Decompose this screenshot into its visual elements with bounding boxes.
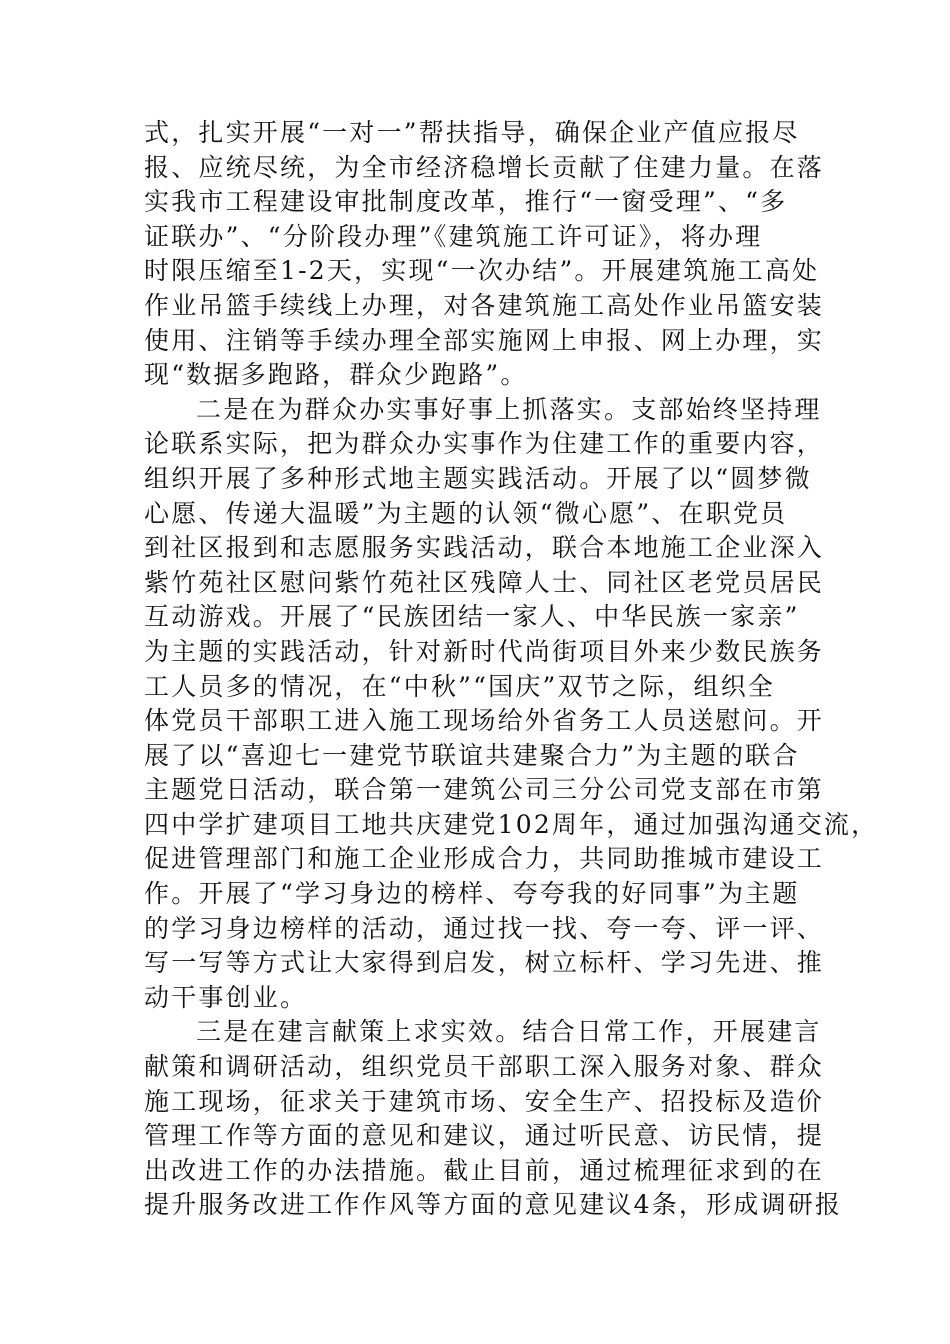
paragraph-first-line: 二是在为群众办实事好事上抓落实。支部始终坚持理 bbox=[196, 394, 822, 424]
text-line: 体党员干部职工进入施工现场给外省务工人员送慰问。开 bbox=[144, 706, 825, 736]
text-line: 式，扎实开展“一对一”帮扶指导，确保企业产值应报尽 bbox=[144, 118, 800, 147]
text-line: 动干事创业。 bbox=[144, 982, 308, 1012]
text-line: 使用、注销等手续办理全部实施网上申报、网上办理，实 bbox=[144, 325, 825, 355]
text-line: 实我市工程建设审批制度改革，推行“一窗受理”、“多 bbox=[144, 187, 788, 217]
text-line: 管理工作等方面的意见和建议，通过听民意、访民情，提 bbox=[144, 1121, 825, 1151]
text-line: 紫竹苑社区慰问紫竹苑社区残障人士、同社区老党员居民 bbox=[144, 567, 825, 597]
text-line: 的学习身边榜样的活动，通过找一找、夸一夸、评一评、 bbox=[144, 913, 825, 943]
paragraph-first-line: 三是在建言献策上求实效。结合日常工作，开展建言 bbox=[196, 1017, 822, 1047]
text-line: 组织开展了多种形式地主题实践活动。开展了以“圆梦微 bbox=[144, 463, 812, 493]
text-line: 提升服务改进工作作风等方面的意见建议4条，形成调研报 bbox=[144, 1190, 843, 1220]
text-line: 出改进工作的办法措施。截止目前，通过梳理征求到的在 bbox=[144, 1155, 825, 1185]
text-line: 作。开展了“学习身边的榜样、夸夸我的好同事”为主题 bbox=[144, 879, 800, 909]
text-line: 报、应统尽统，为全市经济稳增长贡献了住建力量。在落 bbox=[144, 152, 825, 182]
text-line: 施工现场，征求关于建筑市场、安全生产、招投标及造价 bbox=[144, 1086, 825, 1116]
text-line: 写一写等方式让大家得到启发，树立标杆、学习先进、推 bbox=[144, 948, 825, 978]
text-line: 促进管理部门和施工企业形成合力，共同助推城市建设工 bbox=[144, 844, 825, 874]
text-line: 心愿、传递大温暖”为主题的认领“微心愿”、在职党员 bbox=[144, 498, 788, 528]
text-line: 现“数据多跑路，群众少跑路”。 bbox=[144, 360, 528, 390]
text-line: 主题党日活动，联合第一建筑公司三分公司党支部在市第 bbox=[144, 775, 825, 805]
text-line: 互动游戏。开展了“民族团结一家人、中华民族一家亲” bbox=[144, 602, 800, 632]
text-line: 工人员多的情况，在“中秋”“国庆”双节之际，组织全 bbox=[144, 671, 776, 701]
text-line: 证联办”、“分阶段办理”《建筑施工许可证》，将办理 bbox=[144, 221, 763, 251]
text-line: 展了以“喜迎七一建党节联谊共建聚合力”为主题的联合 bbox=[144, 740, 800, 770]
text-line: 作业吊篮手续线上办理，对各建筑施工高处作业吊篮安装 bbox=[144, 290, 825, 320]
text-line: 时限压缩至1-2天，实现“一次办结”。开展建筑施工高处 bbox=[144, 256, 820, 286]
text-line: 四中学扩建项目工地共庆建党102周年，通过加强沟通交流， bbox=[144, 809, 879, 839]
text-line: 为主题的实践活动，针对新时代尚街项目外来少数民族务 bbox=[144, 636, 825, 666]
text-line: 献策和调研活动，组织党员干部职工深入服务对象、群众 bbox=[144, 1052, 825, 1082]
text-line: 到社区报到和志愿服务实践活动，联合本地施工企业深入 bbox=[144, 533, 825, 563]
body-text bbox=[144, 116, 879, 1223]
text-line: 论联系实际，把为群众办实事作为住建工作的重要内容， bbox=[144, 429, 825, 459]
